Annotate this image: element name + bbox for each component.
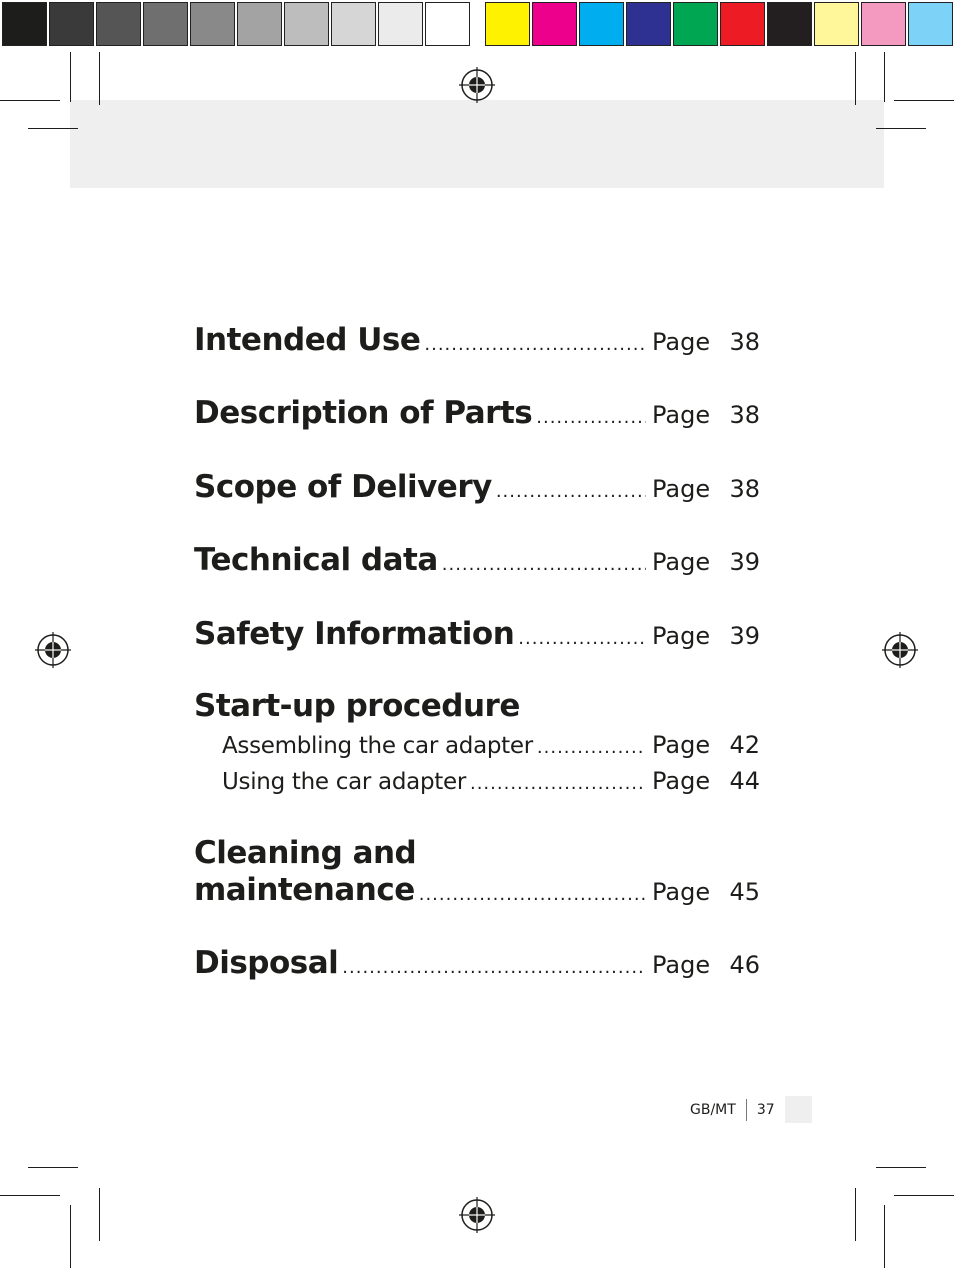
toc-leader-dots [496,481,646,502]
footer-language: GB/MT [690,1101,736,1118]
toc-entry-assembling[interactable] [222,731,760,759]
toc-page-label: Page [652,878,711,906]
crop-mark [876,128,926,129]
crop-mark [70,52,71,102]
toc-entry-disposal[interactable] [194,945,760,981]
toc-leader-dots [536,407,646,428]
toc-subtitle: Assembling the car adapter [222,733,533,759]
toc-entry-technical-data[interactable] [194,542,760,578]
toc-leader-dots [342,957,646,978]
toc-page-label: Page [652,401,711,429]
crop-mark [876,1167,926,1168]
toc-leader-dots [537,737,646,758]
footer-tab-box [785,1096,812,1123]
footer-page-number: 37 [756,1101,775,1118]
crop-mark [99,1188,100,1241]
color-swatch [767,2,812,46]
toc-entry-cleaning[interactable] [194,872,760,908]
toc-page-label: Page [652,951,711,979]
crop-mark [884,1205,885,1268]
toc-title: maintenance [194,872,415,908]
toc-title: Disposal [194,945,339,981]
toc-title: Intended Use [194,322,421,358]
toc-page-label: Page [652,328,711,356]
toc-page-label: Page [652,475,711,503]
crop-mark [28,128,78,129]
toc-page-label: Page [652,767,711,795]
crop-mark [28,1167,78,1168]
toc-page-number: 38 [729,401,760,429]
toc-page-number: 44 [729,767,760,795]
toc-leader-dots [518,628,646,649]
toc-title: Technical data [194,542,438,578]
registration-mark-icon [882,632,918,668]
toc-entry-description-of-parts[interactable] [194,395,760,431]
toc-entry-safety-information[interactable] [194,616,760,652]
toc-page-number: 39 [729,622,760,650]
toc-page-label: Page [652,622,711,650]
crop-mark [855,52,856,105]
toc-page-number: 42 [729,731,760,759]
color-swatch [143,2,188,46]
crop-mark [70,1205,71,1268]
toc-page-label: Page [652,548,711,576]
crop-mark [855,1188,856,1241]
color-swatch [908,2,953,46]
toc-subtitle: Using the car adapter [222,769,466,795]
page-footer [690,1096,812,1123]
toc-leader-dots [424,334,646,355]
toc-leader-dots [470,773,646,794]
color-swatch [96,2,141,46]
toc-page-number: 45 [729,878,760,906]
toc-entry-using[interactable] [222,767,760,795]
crop-mark [884,52,885,102]
toc-title: Safety Information [194,616,515,652]
color-swatch [49,2,94,46]
toc-heading-startup: Start-up procedure [194,688,520,724]
toc-title: Scope of Delivery [194,469,492,505]
crop-mark [0,1195,60,1196]
color-swatch [2,2,47,46]
toc-entry-scope-of-delivery[interactable] [194,469,760,505]
registration-mark-icon [35,632,71,668]
toc-page-number: 46 [729,951,760,979]
toc-page-label: Page [652,731,711,759]
color-swatch [861,2,906,46]
toc-heading-cleaning-line1: Cleaning and [194,835,417,871]
footer-divider [746,1099,747,1121]
toc-leader-dots [442,554,646,575]
crop-mark [0,100,60,101]
color-swatch [814,2,859,46]
toc-title: Description of Parts [194,395,533,431]
table-of-contents [194,0,760,1268]
toc-page-number: 39 [729,548,760,576]
toc-entry-intended-use[interactable] [194,322,760,358]
crop-mark [894,1195,954,1196]
crop-mark [894,100,954,101]
crop-mark [99,52,100,105]
toc-leader-dots [419,884,646,905]
toc-page-number: 38 [729,328,760,356]
toc-page-number: 38 [729,475,760,503]
